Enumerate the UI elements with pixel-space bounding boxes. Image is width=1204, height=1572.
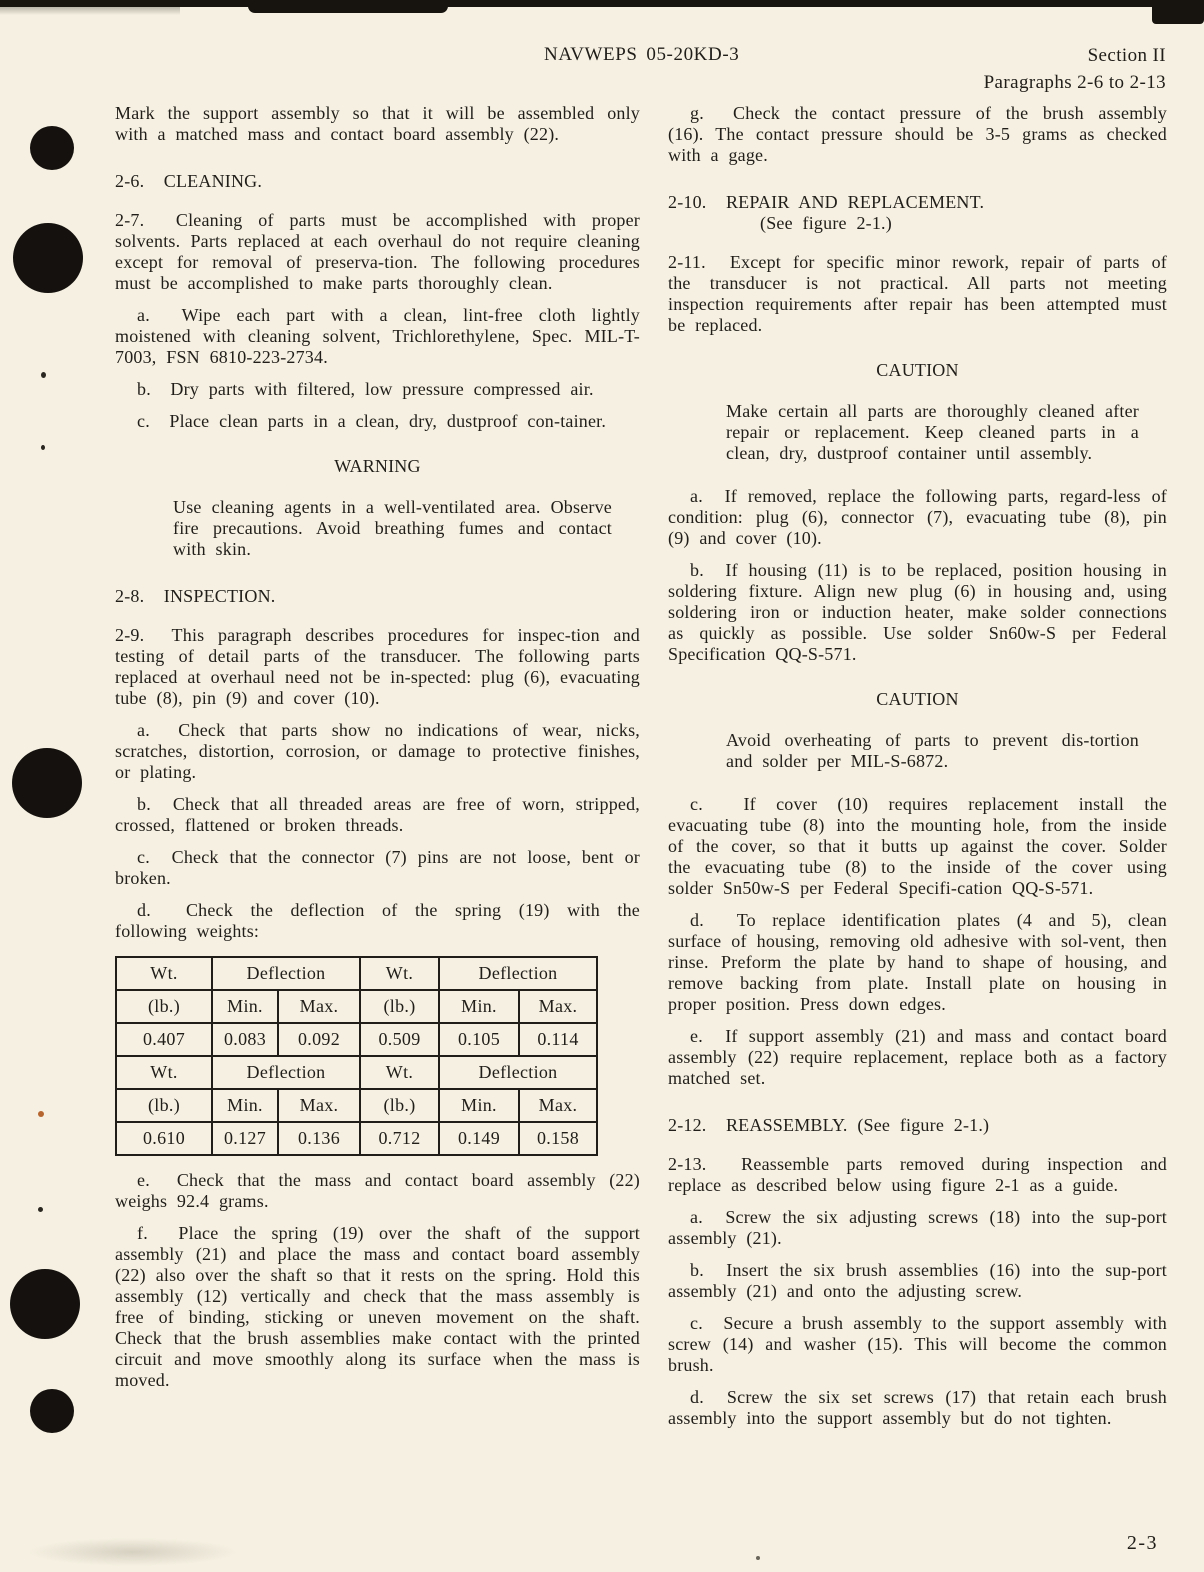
step-2-11-b: b. If housing (11) is to be replaced, position housing in soldering fixture. Align new plug (6) in housing and, using soldering iron or induction heater, make solder connections as quickly as possible. Use solder Sn60w-S per Federal Specification QQ-S-571. bbox=[668, 560, 1167, 664]
header-paragraph-range: Paragraphs 2-6 to 2-13 bbox=[983, 72, 1166, 93]
header-doc-number: NAVWEPS 05-20KD-3 bbox=[544, 44, 740, 65]
right-column bbox=[668, 103, 1167, 1440]
table-cell: 0.712 bbox=[360, 1122, 439, 1155]
step-2-11-e: e. If support assembly (21) and mass and contact board assembly (22) require replacement, replace both as a factory matched set. bbox=[668, 1026, 1167, 1088]
table-row bbox=[116, 957, 597, 990]
caution-heading: CAUTION bbox=[876, 360, 959, 380]
table-cell: 0.149 bbox=[439, 1122, 519, 1155]
table-header-cell: (lb.) bbox=[360, 1089, 439, 1122]
step-2-9-b: b. Check that all threaded areas are free of worn, stripped, crossed, flattened or broken threads. bbox=[115, 794, 640, 835]
table-row bbox=[116, 1122, 597, 1155]
step-2-9-e: e. Check that the mass and contact board assembly (22) weighs 92.4 grams. bbox=[115, 1170, 640, 1211]
ink-dot bbox=[10, 1269, 80, 1339]
table-row bbox=[116, 1023, 597, 1056]
table-row bbox=[116, 990, 597, 1023]
step-2-11-d: d. To replace identification plates (4 and 5), clean surface of housing, removing old adhesive with sol-vent, then rinse. Preform the plate by hand to shape of housing, and remove backing from plate. Install plate on housing in proper position. Press down edges. bbox=[668, 910, 1167, 1014]
step-2-7-c: c. Place clean parts in a clean, dry, dustproof con-tainer. bbox=[137, 411, 607, 431]
step-2-9-f: f. Place the spring (19) over the shaft of the support assembly (21) and place the mass and contact board assembly (22) also over the shaft so that it rests on the spring. Hold this assembly (12) vertically and check that the mass assembly is free of binding, sticking or uneven movement on the shaft. Check that the brush assemblies make contact with the printed circuit and move smoothly along its surface when the mass is moved. bbox=[115, 1223, 640, 1390]
step-2-13-d: d. Screw the six set screws (17) that retain each brush assembly into the support assembly but do not tighten. bbox=[668, 1387, 1167, 1428]
caution-text: Avoid overheating of parts to prevent dis-tortion and solder per MIL-S-6872. bbox=[726, 730, 1139, 771]
caution-text: Make certain all parts are thoroughly cleaned after repair or replacement. Keep cleaned parts in a clean, dry, dustproof container until assembly. bbox=[726, 401, 1139, 463]
table-header-cell: (lb.) bbox=[360, 990, 439, 1023]
step-2-9-g: g. Check the contact pressure of the brush assembly (16). The contact pressure should be 3-5 grams as checked with a gage. bbox=[668, 103, 1167, 165]
paragraph-2-13: 2-13. Reassemble parts removed during inspection and replace as described below using figure 2-1 as a guide. bbox=[668, 1154, 1167, 1195]
scan-top-edge-blob bbox=[1152, 0, 1204, 24]
step-2-13-b: b. Insert the six brush assemblies (16) into the sup-port assembly (21) and onto the adjusting screw. bbox=[668, 1260, 1167, 1301]
table-cell: 0.158 bbox=[519, 1122, 597, 1155]
table-row bbox=[116, 1056, 597, 1089]
table-header-cell: Deflection bbox=[439, 1056, 597, 1089]
ink-speck bbox=[756, 1556, 760, 1560]
section-heading-2-12: 2-12. REASSEMBLY. (See figure 2-1.) bbox=[668, 1115, 990, 1135]
section-heading-2-8: 2-8. INSPECTION. bbox=[115, 586, 276, 606]
step-2-13-a: a. Screw the six adjusting screws (18) into the sup-port assembly (21). bbox=[668, 1207, 1167, 1248]
table-header-cell: Min. bbox=[439, 990, 519, 1023]
table-cell: 0.083 bbox=[212, 1023, 278, 1056]
warning-heading: WARNING bbox=[334, 456, 421, 476]
ink-dot bbox=[12, 748, 82, 818]
step-2-9-c: c. Check that the connector (7) pins are not loose, bent or broken. bbox=[115, 847, 640, 888]
step-2-9-a: a. Check that parts show no indications of wear, nicks, scratches, distortion, corrosion, or damage to protective finishes, or plating. bbox=[115, 720, 640, 782]
step-2-13-c: c. Secure a brush assembly to the support assembly with screw (14) and washer (15). This will become the common brush. bbox=[668, 1313, 1167, 1375]
table-header-cell: Wt. bbox=[116, 1056, 212, 1089]
table-cell: 0.105 bbox=[439, 1023, 519, 1056]
ink-speck bbox=[41, 372, 46, 378]
caution-heading: CAUTION bbox=[876, 689, 959, 709]
table-header-cell: Max. bbox=[519, 990, 597, 1023]
table-cell: 0.509 bbox=[360, 1023, 439, 1056]
deflection-table bbox=[115, 956, 598, 1156]
ink-speck bbox=[41, 445, 45, 450]
rust-speck bbox=[38, 1111, 44, 1117]
left-column bbox=[115, 103, 640, 1402]
header-section: Section II bbox=[1087, 45, 1166, 66]
table-header-cell: Deflection bbox=[212, 957, 360, 990]
section-heading-2-6: 2-6. CLEANING. bbox=[115, 171, 263, 191]
step-2-9-d: d. Check the deflection of the spring (19) with the following weights: bbox=[115, 900, 640, 941]
table-cell: 0.407 bbox=[116, 1023, 212, 1056]
table-header-cell: Min. bbox=[212, 1089, 278, 1122]
ink-dot bbox=[30, 1389, 74, 1433]
table-header-cell: Min. bbox=[439, 1089, 519, 1122]
step-2-11-a: a. If removed, replace the following parts, regard-less of condition: plug (6), connector (7), evacuating tube (8), pin (9) and cover (10). bbox=[668, 486, 1167, 548]
step-2-11-c: c. If cover (10) requires replacement install the evacuating tube (8) into the mounting hole, from the inside of the cover, so that it butts up against the cover. Solder the evacuating tube (8) to the inside of the cover using solder Sn50w-S per Federal Specifi-cation QQ-S-571. bbox=[668, 794, 1167, 898]
ink-dot bbox=[13, 223, 83, 293]
heading-2-10-line1: 2-10. REPAIR AND REPLACEMENT. bbox=[668, 192, 985, 212]
table-cell: 0.136 bbox=[278, 1122, 360, 1155]
table-row bbox=[116, 1089, 597, 1122]
ink-dot bbox=[30, 126, 74, 170]
scan-top-edge-fade bbox=[0, 0, 180, 15]
table-header-cell: Deflection bbox=[212, 1056, 360, 1089]
step-2-7-b: b. Dry parts with filtered, low pressure compressed air. bbox=[137, 379, 594, 399]
table-header-cell: Max. bbox=[278, 1089, 360, 1122]
table-cell: 0.114 bbox=[519, 1023, 597, 1056]
table-header-cell: Min. bbox=[212, 990, 278, 1023]
step-2-7-a: a. Wipe each part with a clean, lint-free cloth lightly moistened with cleaning solvent, Trichlorethylene, Spec. MIL-T-7003, FSN 6810-223-2734. bbox=[115, 305, 640, 367]
header-right bbox=[984, 42, 1166, 96]
page-number: 2-3 bbox=[1126, 1532, 1158, 1554]
table-header-cell: Wt. bbox=[360, 1056, 439, 1089]
table-cell: 0.092 bbox=[278, 1023, 360, 1056]
heading-2-10-line2: (See figure 2-1.) bbox=[760, 213, 892, 233]
table-cell: 0.610 bbox=[116, 1122, 212, 1155]
table-header-cell: Deflection bbox=[439, 957, 597, 990]
table-header-cell: (lb.) bbox=[116, 1089, 212, 1122]
paragraph-continuation: Mark the support assembly so that it will be assembled only with a matched mass and contact board assembly (22). bbox=[115, 103, 640, 144]
table-header-cell: Max. bbox=[278, 990, 360, 1023]
table-header-cell: (lb.) bbox=[116, 990, 212, 1023]
paragraph-2-11: 2-11. Except for specific minor rework, repair of parts of the transducer is not practical. All parts not meeting inspection requirements after repair has been attempted must be replaced. bbox=[668, 252, 1167, 335]
section-heading-2-10 bbox=[668, 192, 1167, 234]
table-header-cell: Max. bbox=[519, 1089, 597, 1122]
table-cell: 0.127 bbox=[212, 1122, 278, 1155]
paragraph-2-7: 2-7. Cleaning of parts must be accomplished with proper solvents. Parts replaced at each overhaul do not require cleaning except for removal of preserva-tion. The following procedures must be accomplished to make parts thoroughly clean. bbox=[115, 210, 640, 293]
warning-text: Use cleaning agents in a well-ventilated area. Observe fire precautions. Avoid breathing fumes and contact with skin. bbox=[173, 497, 612, 559]
table-header-cell: Wt. bbox=[360, 957, 439, 990]
scan-top-edge bbox=[0, 0, 1204, 7]
scan-top-edge-blob bbox=[248, 0, 448, 13]
paragraph-2-9: 2-9. This paragraph describes procedures for inspec-tion and testing of detail parts of the transducer. The following parts replaced at overhaul need not be in-spected: plug (6), evacuating tube (8), pin (9) and cover (10). bbox=[115, 625, 640, 708]
scan-smudge bbox=[28, 1538, 238, 1566]
ink-speck bbox=[38, 1207, 43, 1212]
table-header-cell: Wt. bbox=[116, 957, 212, 990]
